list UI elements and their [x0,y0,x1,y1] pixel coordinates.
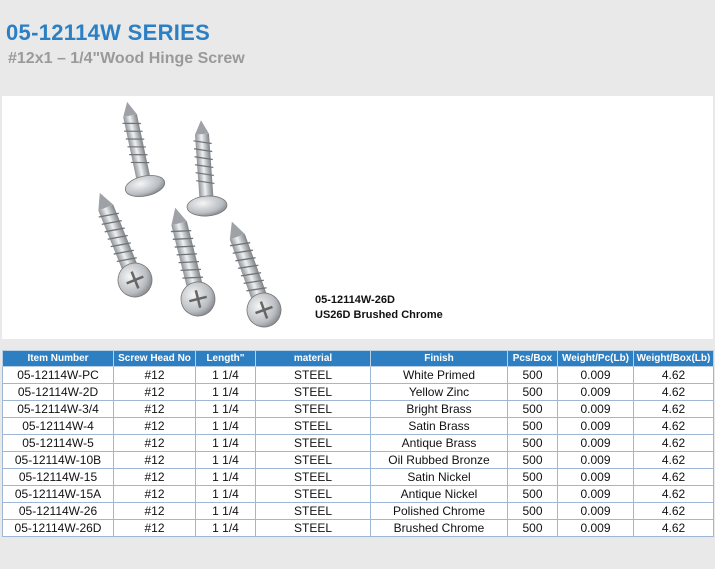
table-cell: 1 1/4 [196,469,256,486]
table-cell: Yellow Zinc [371,384,508,401]
table-cell: Brushed Chrome [371,520,508,537]
table-cell: 1 1/4 [196,367,256,384]
table-cell: 05-12114W-26 [3,503,114,520]
table-cell: #12 [114,486,196,503]
table-cell: 05-12114W-2D [3,384,114,401]
column-header: Weight/Pc(Lb) [558,351,634,367]
table-cell: #12 [114,503,196,520]
table-cell: 500 [508,486,558,503]
table-row [3,469,714,486]
table-cell: Satin Nickel [371,469,508,486]
screw-1 [108,98,167,200]
table-row [3,401,714,418]
column-header: Weight/Box(Lb) [634,351,714,367]
product-photo-panel [2,96,713,339]
table-cell: 500 [508,401,558,418]
table-cell: 05-12114W-4 [3,418,114,435]
table-cell: 05-12114W-5 [3,435,114,452]
screw-5 [216,216,286,332]
table-cell: #12 [114,384,196,401]
table-cell: STEEL [256,435,371,452]
table-cell: STEEL [256,486,371,503]
table-row [3,503,714,520]
table-cell: STEEL [256,418,371,435]
table-cell: 0.009 [558,469,634,486]
table-cell: 1 1/4 [196,520,256,537]
table-cell: 05-12114W-10B [3,452,114,469]
table-cell: 05-12114W-26D [3,520,114,537]
table-row [3,367,714,384]
table-cell: 0.009 [558,418,634,435]
screw-3 [84,186,157,302]
table-cell: 4.62 [634,452,714,469]
caption-finish: US26D Brushed Chrome [315,309,443,321]
table-cell: 1 1/4 [196,418,256,435]
screw-2 [181,119,228,218]
page-title: 05-12114W SERIES [6,20,211,45]
table-cell: 4.62 [634,418,714,435]
table-cell: STEEL [256,469,371,486]
table-cell: 0.009 [558,435,634,452]
table-cell: #12 [114,367,196,384]
spec-table [2,350,714,537]
page-subtitle: #12x1 – 1/4"Wood Hinge Screw [8,50,245,67]
table-cell: 0.009 [558,486,634,503]
table-cell: 0.009 [558,452,634,469]
table-header-row [3,351,714,367]
column-header: Finish [371,351,508,367]
table-cell: #12 [114,435,196,452]
table-cell: 1 1/4 [196,401,256,418]
table-cell: #12 [114,452,196,469]
table-row [3,486,714,503]
table-cell: 500 [508,520,558,537]
table-cell: 05-12114W-3/4 [3,401,114,418]
table-cell: 500 [508,384,558,401]
table-cell: 0.009 [558,367,634,384]
table-row [3,520,714,537]
table-cell: #12 [114,418,196,435]
table-cell: Bright Brass [371,401,508,418]
photo-caption [315,293,443,323]
table-cell: 4.62 [634,367,714,384]
table-cell: STEEL [256,401,371,418]
table-cell: 05-12114W-PC [3,367,114,384]
table-cell: 1 1/4 [196,503,256,520]
table-cell: 4.62 [634,401,714,418]
table-cell: Polished Chrome [371,503,508,520]
table-row [3,384,714,401]
caption-item-code: 05-12114W-26D [315,294,395,306]
table-cell: 4.62 [634,503,714,520]
screw-4 [159,204,219,320]
table-cell: 4.62 [634,384,714,401]
table-cell: 4.62 [634,520,714,537]
column-header: material [256,351,371,367]
table-row [3,418,714,435]
table-cell: 4.62 [634,435,714,452]
table-cell: 0.009 [558,384,634,401]
table-cell: #12 [114,401,196,418]
table-row [3,452,714,469]
table-cell: 0.009 [558,401,634,418]
table-cell: 1 1/4 [196,384,256,401]
table-cell: 0.009 [558,503,634,520]
table-cell: Oil Rubbed Bronze [371,452,508,469]
table-cell: 05-12114W-15 [3,469,114,486]
table-cell: 0.009 [558,520,634,537]
column-header: Length" [196,351,256,367]
table-cell: 4.62 [634,469,714,486]
table-cell: 1 1/4 [196,435,256,452]
table-cell: STEEL [256,384,371,401]
table-cell: STEEL [256,503,371,520]
column-header: Screw Head No [114,351,196,367]
table-cell: 500 [508,418,558,435]
table-cell: 500 [508,469,558,486]
spec-table-wrapper [2,350,713,537]
column-header: Pcs/Box [508,351,558,367]
table-cell: 500 [508,435,558,452]
table-cell: 4.62 [634,486,714,503]
column-header: Item Number [3,351,114,367]
table-cell: Antique Nickel [371,486,508,503]
table-cell: 500 [508,503,558,520]
table-cell: 500 [508,367,558,384]
table-cell: Satin Brass [371,418,508,435]
table-row [3,435,714,452]
table-cell: STEEL [256,367,371,384]
table-cell: #12 [114,520,196,537]
table-cell: STEEL [256,520,371,537]
table-cell: 1 1/4 [196,452,256,469]
table-cell: White Primed [371,367,508,384]
table-cell: 500 [508,452,558,469]
table-cell: #12 [114,469,196,486]
table-cell: Antique Brass [371,435,508,452]
table-cell: STEEL [256,452,371,469]
table-cell: 05-12114W-15A [3,486,114,503]
table-cell: 1 1/4 [196,486,256,503]
